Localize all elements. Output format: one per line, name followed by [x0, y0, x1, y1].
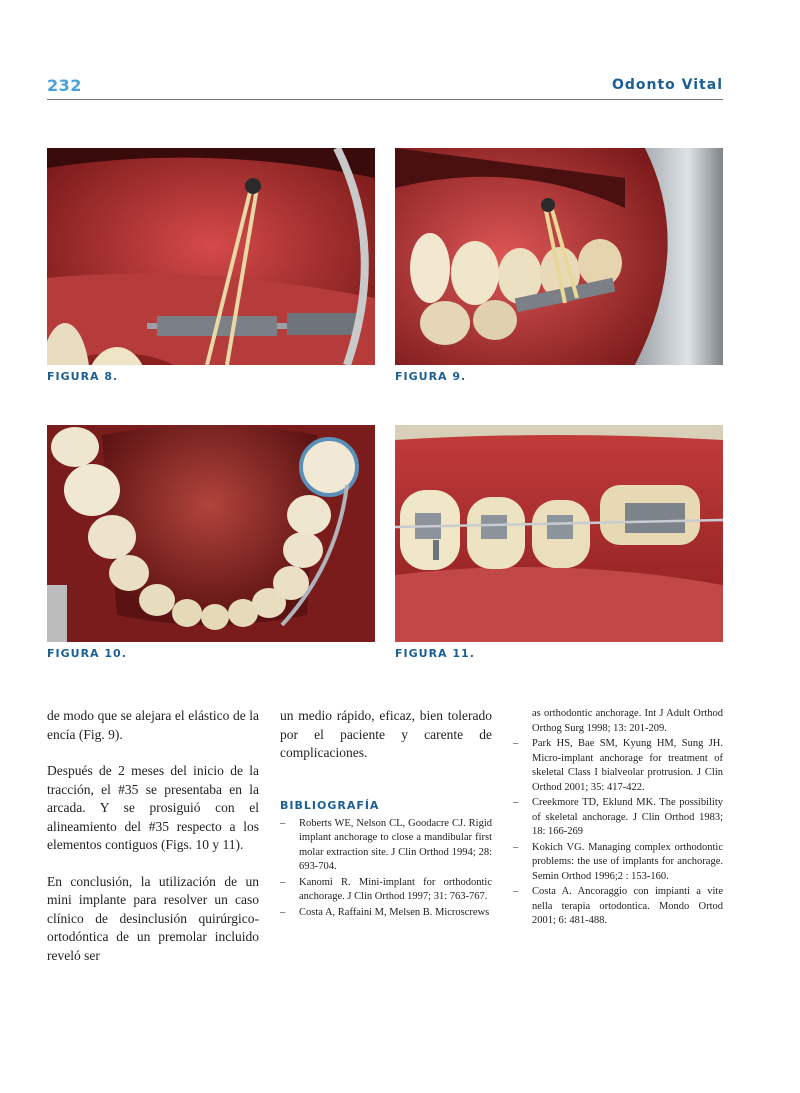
bibliography-heading: BIBLIOGRAFÍA [280, 798, 380, 812]
reference-dash: – [513, 841, 519, 853]
reference-text: Kokich VG. Managing complex orthodontic problems: the use of implants for anchorage. Semin Orthod 1996;2 : 153-160. [532, 841, 723, 882]
reference-item [513, 796, 723, 840]
paragraph: un medio rápido, eficaz, bien tolerado por el paciente y carente de complicaciones. [280, 708, 492, 760]
reference-item [513, 885, 723, 929]
reference-dash: – [280, 876, 286, 888]
reference-text: Costa A, Raffaini M, Melsen B. Microscrews [299, 906, 490, 918]
text-column-2 [280, 707, 492, 921]
reference-dash: – [280, 906, 286, 918]
paragraph: Después de 2 meses del inicio de la tracción, el #35 se presentaba en la arcada. Y se prosiguió con el alineamiento del #35 respecto a los elementos contiguos (Figs. 10 y 11). [47, 763, 259, 852]
reference-item [280, 817, 492, 875]
figure-9-caption: FIGURA 9. [395, 370, 467, 383]
paragraph: de modo que se alejara el elástico de la encía (Fig. 9). [47, 708, 259, 742]
reference-item [280, 876, 492, 905]
figure-8-caption: FIGURA 8. [47, 370, 119, 383]
paragraph: En conclusión, la utilización de un mini implante para resolver un caso clínico de desinclusión quirúrgico-ortodóntica de un premolar incluido reveló ser [47, 873, 259, 963]
text-column-3 [513, 707, 723, 930]
reference-text: Costa A. Ancoraggio con impianti a vite nella terapia ortodontica. Mondo Ortod 2001; 6: 481-488. [532, 886, 723, 926]
figure-10-photo [47, 425, 375, 642]
reference-continuation: as orthodontic anchorage. Int J Adult Orthod Orthog Surg 1998; 13: 201-209. [532, 708, 723, 734]
reference-text: Roberts WE, Nelson CL, Goodacre CJ. Rigid implant anchorage to close a mandibular first molar extraction site. J Clin Orthod 1994; 28: 693-704. [299, 817, 492, 872]
reference-item [513, 841, 723, 885]
reference-dash: – [513, 886, 519, 897]
reference-item [280, 906, 492, 921]
header-rule [47, 99, 723, 100]
reference-dash: – [513, 738, 519, 749]
figure-8-photo [47, 148, 375, 365]
reference-text: Kanomi R. Mini-implant for orthodontic anchorage. J Clin Orthod 1997; 31: 763-767. [299, 876, 492, 902]
reference-item [513, 737, 723, 795]
reference-dash: – [280, 817, 286, 829]
figure-9-photo [395, 148, 723, 365]
figure-11-photo [395, 425, 723, 642]
figure-10-caption: FIGURA 10. [47, 647, 127, 660]
text-column-1 [47, 707, 259, 983]
journal-name: Odonto Vital [611, 77, 723, 93]
reference-text: Park HS, Bae SM, Kyung HM, Sung JH. Micro-implant anchorage for treatment of skeletal Class I bialveolar protrusion. J Clin Orthod 2001; 35: 417-422. [532, 738, 723, 793]
reference-dash: – [513, 797, 519, 808]
figure-11-caption: FIGURA 11. [395, 647, 475, 660]
page-number: 232 [47, 76, 82, 95]
reference-text: Creekmore TD, Eklund MK. The possibility of skeletal anchorage. J Clin Orthod 1983; 18: 166-269 [532, 797, 723, 837]
